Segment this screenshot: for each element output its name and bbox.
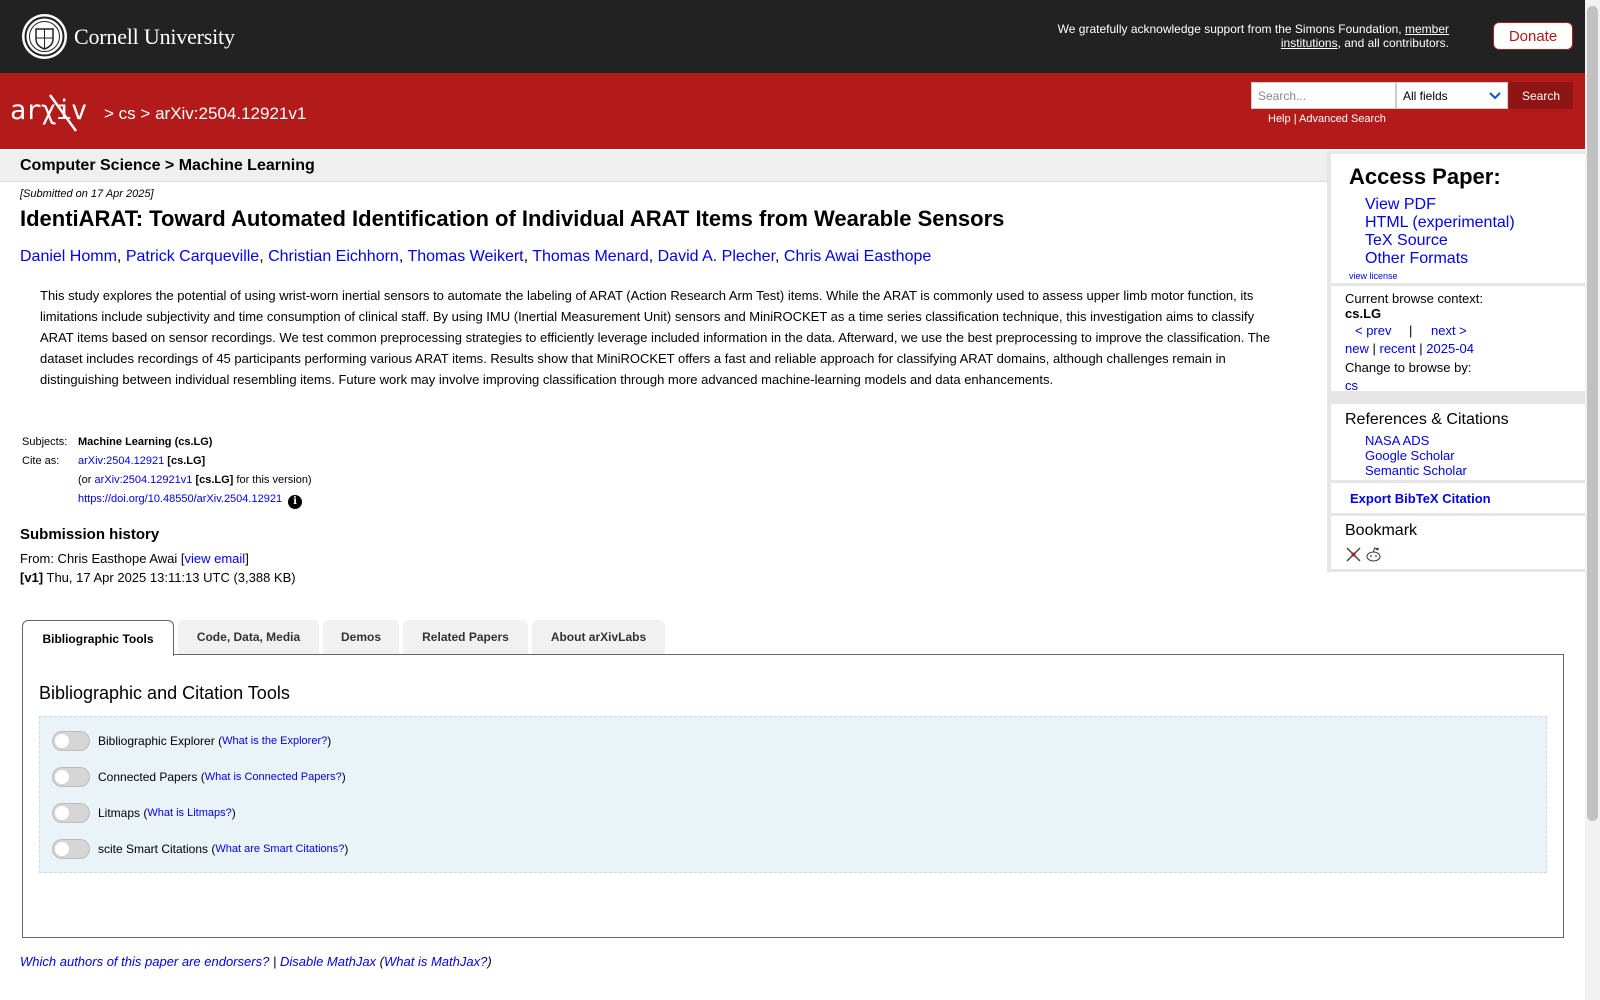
nav-separator: | (1419, 341, 1423, 356)
tool-label: scite Smart Citations (98, 842, 209, 856)
category-bar (0, 151, 1327, 182)
browse-cs-link[interactable]: cs (1345, 378, 1358, 393)
subjects-label: Subjects: (22, 436, 68, 448)
author-link[interactable]: Christian Eichhorn (268, 248, 399, 265)
tool-connected-papers: Connected Papers ( What is Connected Papers? ) (52, 767, 346, 787)
nav-separator: | (1372, 341, 1376, 356)
top-banner (0, 0, 1585, 73)
subjects-value: Machine Learning (cs.LG) (78, 436, 213, 448)
version-label: [v1] (20, 570, 44, 585)
abstract: This study explores the potential of using wrist-worn inertial sensors to automate the labeling of ARAT (Action Research Arm Test) items. While the ARAT is commonly used to assess upper limb motor function, its limitations include subjectivity and time consumption of clinical staff. By using IMU (Inertial Measurement Unit) sensors and MiniROCKET as a time series classification technique, this investigation aims to classify ARAT items based on sensor recordings. We test common preprocessing strategies to efficiently leverage included information in the data. Afterward, we use the best preprocessing to improve the classification. The dataset includes recordings of 45 participants performing various ARAT items. Results show that MiniROCKET offers a fast and reliable approach for classifying ARAT domains, although challenges remain in distinguishing between individual resembling items. Future work may involve improving classification through more advanced machine-learning models and data enhancements. (40, 288, 1271, 387)
change-browse-label: Change to browse by: (1345, 360, 1472, 375)
help-link[interactable]: Help (1268, 113, 1291, 125)
donate-button[interactable]: Donate (1493, 22, 1573, 50)
link-separator: | (272, 954, 277, 969)
search-button[interactable]: Search (1509, 82, 1573, 109)
breadcrumb-cs[interactable]: cs (118, 104, 136, 123)
tex-source-link[interactable]: TeX Source (1365, 232, 1448, 249)
breadcrumb (104, 104, 306, 124)
breadcrumb-paper-id: arXiv:2504.12921v1 (155, 104, 307, 123)
tools-list (39, 716, 1547, 873)
version-suffix: for this version) (236, 474, 312, 486)
tab-demos[interactable]: Demos (323, 620, 399, 654)
new-link[interactable]: new (1345, 341, 1369, 356)
reddit-icon[interactable] (1365, 546, 1382, 563)
view-license-link[interactable]: view license (1349, 271, 1398, 281)
other-formats-link[interactable]: Other Formats (1365, 250, 1469, 267)
author-list: Daniel Homm, Patrick Carqueville, Christian Eichhorn, Thomas Weikert, Thomas Menard, David A. Plecher, Chris Awai Easthope (20, 248, 932, 265)
what-is-explorer-link[interactable]: What is the Explorer? (222, 735, 328, 747)
submission-date: [Submitted on 17 Apr 2025] (20, 188, 154, 200)
tab-panel (22, 654, 1564, 938)
breadcrumb-separator: > (140, 104, 151, 123)
category-heading: Computer Science > Machine Learning (20, 157, 315, 174)
connected-papers-toggle[interactable] (52, 767, 90, 787)
arxiv-logo[interactable] (10, 91, 102, 136)
access-paper-box (1331, 154, 1585, 283)
panel-heading: Bibliographic and Citation Tools (39, 683, 290, 703)
view-email-link[interactable]: view email (184, 551, 246, 566)
member-institutions-link[interactable]: member institutions (1280, 22, 1449, 50)
breadcrumb-separator: > (104, 104, 114, 123)
browse-context-value: cs.LG (1345, 306, 1382, 321)
tab-related-papers[interactable]: Related Papers (403, 620, 528, 654)
what-are-smart-citations-link[interactable]: What are Smart Citations? (215, 843, 345, 855)
version-details: Thu, 17 Apr 2025 13:11:13 UTC (3,388 KB) (46, 570, 296, 585)
scrollbar-thumb[interactable] (1587, 6, 1598, 821)
bibliographic-explorer-toggle[interactable] (52, 731, 90, 751)
arxiv-header (0, 73, 1585, 149)
version-prefix: (or (78, 474, 92, 486)
recent-link[interactable]: recent (1379, 341, 1416, 356)
export-bibtex-link[interactable]: Export BibTeX Citation (1350, 491, 1491, 506)
tool-label: Litmaps (98, 806, 141, 820)
ack-suffix: , and all contributors. (1337, 36, 1449, 50)
author-link[interactable]: Thomas Menard (532, 248, 649, 265)
tool-label: Bibliographic Explorer (98, 734, 215, 748)
right-sidebar (1327, 151, 1585, 572)
bookmark-box (1331, 516, 1585, 569)
submitter-line (20, 551, 249, 566)
disable-mathjax-link[interactable]: Disable MathJax (279, 954, 377, 969)
university-name: Cornell University (74, 23, 235, 49)
search-placeholder: Search... (1258, 88, 1307, 103)
tab-code-data-media[interactable]: Code, Data, Media (178, 620, 319, 654)
search-field-value: All fields (1403, 88, 1448, 103)
version-category: [cs.LG] (195, 474, 234, 486)
doi-link[interactable]: https://doi.org/10.48550/arXiv.2504.12921 (78, 493, 283, 505)
version-id-link[interactable]: arXiv:2504.12921v1 (94, 474, 193, 486)
submitter-name: From: Chris Easthope Awai [ (20, 551, 185, 566)
cite-label: Cite as: (22, 455, 60, 467)
scite-toggle[interactable] (52, 839, 90, 859)
tab-bibliographic-tools[interactable]: Bibliographic Tools (22, 620, 174, 656)
author-link[interactable]: Thomas Weikert (407, 248, 524, 265)
nasa-ads-link[interactable]: NASA ADS (1365, 433, 1430, 448)
view-pdf-link[interactable]: View PDF (1365, 196, 1436, 213)
google-scholar-link[interactable]: Google Scholar (1365, 448, 1455, 463)
bibsonomy-icon[interactable] (1345, 546, 1362, 563)
tab-about-arxivlabs[interactable]: About arXivLabs (532, 620, 665, 654)
author-link[interactable]: David A. Plecher (657, 248, 776, 265)
bracket: ] (245, 551, 249, 566)
endorsers-link[interactable]: Which authors of this paper are endorsers? (20, 954, 270, 969)
browse-links (1345, 341, 1474, 356)
tool-scite: scite Smart Citations ( What are Smart Citations? ) (52, 839, 348, 859)
cite-category: [cs.LG] (167, 455, 206, 467)
ack-prefix: We gratefully acknowledge support from the Simons Foundation, (1057, 22, 1402, 36)
what-is-litmaps-link[interactable]: What is Litmaps? (147, 807, 232, 819)
tool-label: Connected Papers (98, 770, 198, 784)
references-box (1331, 404, 1585, 480)
bibtex-box (1331, 483, 1585, 513)
cornell-seal-icon (22, 14, 67, 59)
chevron-down-icon (1489, 92, 1501, 100)
info-icon[interactable]: i (288, 495, 302, 509)
nav-separator: | (1409, 323, 1413, 338)
scrollbar[interactable] (1585, 0, 1600, 1000)
references-heading: References & Citations (1345, 411, 1509, 428)
submission-history-heading: Submission history (20, 526, 160, 543)
author-link[interactable]: Chris Awai Easthope (783, 248, 932, 265)
author-link[interactable]: Daniel Homm (20, 248, 117, 265)
html-experimental-link[interactable]: HTML (experimental) (1365, 214, 1515, 231)
footer-links: Which authors of this paper are endorsers? | Disable MathJax (What is MathJax?) (20, 954, 492, 969)
prev-link[interactable]: < prev (1355, 323, 1392, 338)
what-is-mathjax-link[interactable]: What is MathJax? (384, 954, 488, 969)
next-link[interactable]: next > (1431, 323, 1467, 338)
author-link[interactable]: Patrick Carqueville (125, 248, 260, 265)
search-input[interactable] (1251, 82, 1396, 109)
svg-text:arχiv: arχiv (10, 95, 87, 126)
browse-context-label: Current browse context: (1345, 291, 1484, 306)
bookmark-heading: Bookmark (1345, 522, 1418, 539)
help-links (1268, 113, 1386, 125)
month-link[interactable]: 2025-04 (1426, 341, 1474, 356)
cornell-logo[interactable] (22, 14, 235, 59)
support-acknowledgement (1029, 22, 1449, 50)
semantic-scholar-link[interactable]: Semantic Scholar (1365, 463, 1467, 478)
advanced-search-link[interactable]: Advanced Search (1299, 113, 1386, 125)
tool-litmaps: Litmaps ( What is Litmaps? ) (52, 803, 236, 823)
litmaps-toggle[interactable] (52, 803, 90, 823)
browse-context-box (1331, 286, 1585, 391)
tool-bibliographic-explorer: Bibliographic Explorer ( What is the Explorer? ) (52, 731, 331, 751)
version-entry (20, 570, 296, 585)
link-separator: | (1293, 113, 1297, 125)
what-is-connected-papers-link[interactable]: What is Connected Papers? (204, 771, 342, 783)
paper-title: IdentiARAT: Toward Automated Identification of Individual ARAT Items from Wearable Sensors (20, 206, 1005, 231)
cite-id-link[interactable]: arXiv:2504.12921 (78, 455, 165, 467)
access-paper-heading: Access Paper: (1349, 164, 1501, 189)
search-field-select[interactable] (1396, 82, 1508, 109)
